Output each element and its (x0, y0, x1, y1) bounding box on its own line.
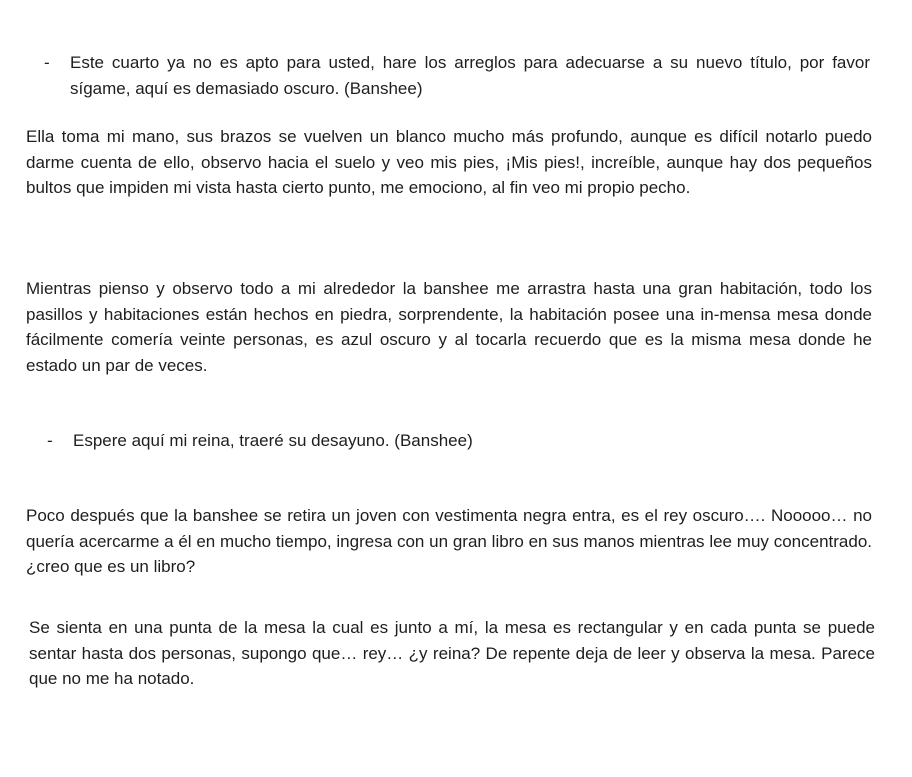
dialogue-line-banshee-2 (47, 428, 873, 454)
paragraph-mientras-pienso: Mientras pienso y observo todo a mi alrededor la banshee me arrastra hasta una gran habitación, todo los pasillos y habitaciones están hechos en piedra, sorprendente, la habitación posee una in-mensa mesa donde fácilmente comería veinte personas, es azul oscuro y al tocarla recuerdo que es la misma mesa donde he estado un par de veces. (26, 279, 872, 375)
paragraph-se-sienta: Se sienta en una punta de la mesa la cual es junto a mí, la mesa es rectangular y en cada punta se puede sentar hasta dos personas, supongo que… rey… ¿y reina? De repente deja de leer y observa la mesa. Parece que no me ha notado. (29, 618, 875, 688)
paragraph-ella-toma: Ella toma mi mano, sus brazos se vuelven un blanco mucho más profundo, aunque es difícil notarlo puedo darme cuenta de ello, observo hacia el suelo y veo mis pies, ¡Mis pies!, increíble, aunque hay dos pequeños bultos que impiden mi vista hasta cierto punto, me emociono, al fin veo mi propio pecho. (26, 127, 872, 197)
dialogue-dash: - (44, 53, 50, 72)
dialogue-text: Espere aquí mi reina, traeré su desayuno. (Banshee) (73, 431, 473, 450)
paragraph-poco-despues: Poco después que la banshee se retira un joven con vestimenta negra entra, es el rey oscuro…. Nooooo… no quería acercarme a él en mucho tiempo, ingresa con un gran libro en sus manos mientras lee muy concentrado. ¿creo que es un libro? (26, 506, 872, 576)
dialogue-dash: - (47, 431, 53, 450)
dialogue-line-banshee-1 (44, 50, 870, 101)
dialogue-text: Este cuarto ya no es apto para usted, hare los arreglos para adecuarse a su nuevo título, por favor sígame, aquí es demasiado oscuro. (Banshee) (70, 53, 870, 98)
